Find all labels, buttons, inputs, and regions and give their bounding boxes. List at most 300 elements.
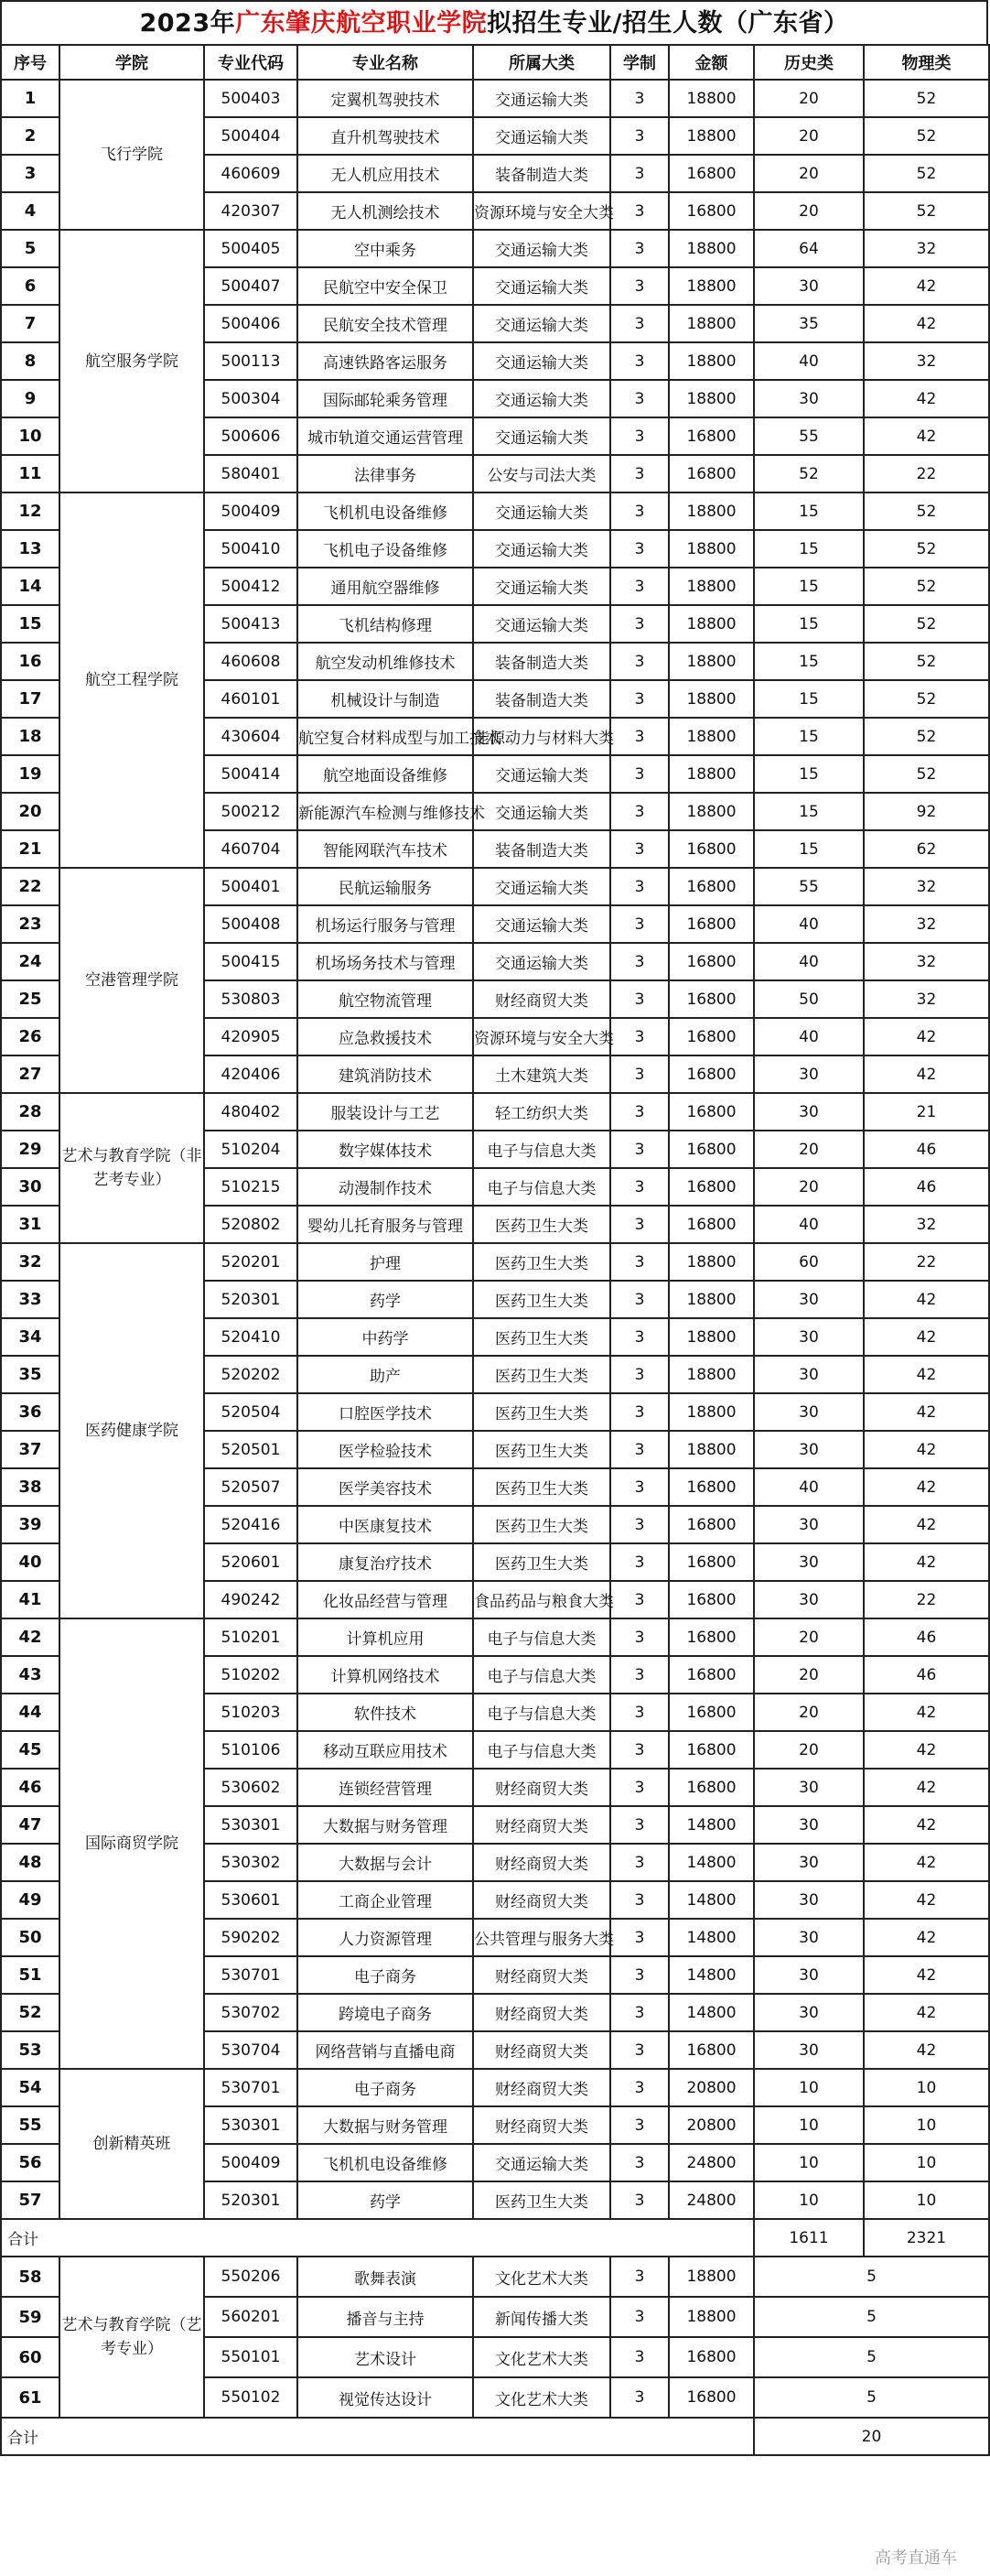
major-code: 510215 [204, 1168, 297, 1206]
major-category: 医药卫生大类 [473, 1431, 610, 1468]
major-code: 500113 [204, 342, 297, 380]
row-number: 39 [1, 1506, 59, 1543]
major-category: 电子与信息大类 [473, 1656, 610, 1694]
column-header: 学制 [610, 45, 669, 80]
tuition-fee: 16800 [669, 905, 754, 943]
row-number: 43 [1, 1656, 59, 1694]
history-quota: 30 [754, 1093, 864, 1131]
total-row [1, 2219, 989, 2257]
major-category: 医药卫生大类 [473, 1393, 610, 1431]
tuition-fee: 18800 [669, 117, 754, 155]
major-name: 大数据与财务管理 [297, 1806, 473, 1844]
major-name: 飞机机电设备维修 [297, 2144, 473, 2181]
physics-quota: 22 [864, 1581, 989, 1618]
physics-quota: 92 [864, 793, 989, 830]
physics-quota: 32 [864, 980, 989, 1018]
tuition-fee: 16800 [669, 1581, 754, 1618]
major-code: 520416 [204, 1506, 297, 1543]
page-title [0, 0, 988, 44]
major-name: 定翼机驾驶技术 [297, 80, 473, 117]
college-cell: 医药健康学院 [59, 1243, 204, 1618]
art-quota: 5 [754, 2257, 989, 2297]
physics-quota: 42 [864, 305, 989, 342]
college-cell: 空港管理学院 [59, 868, 204, 1093]
major-category: 医药卫生大类 [473, 2181, 610, 2219]
study-years: 3 [610, 1506, 669, 1543]
row-number: 11 [1, 455, 59, 492]
physics-quota: 32 [864, 1206, 989, 1243]
major-name: 跨境电子商务 [297, 1994, 473, 2031]
history-quota: 40 [754, 1206, 864, 1243]
row-number: 58 [1, 2257, 59, 2297]
major-name: 机场运行服务与管理 [297, 905, 473, 943]
study-years: 3 [610, 2069, 669, 2106]
major-name: 播音与主持 [297, 2297, 473, 2337]
study-years: 3 [610, 1431, 669, 1468]
tuition-fee: 18800 [669, 530, 754, 568]
major-name: 建筑消防技术 [297, 1055, 473, 1093]
row-number: 15 [1, 605, 59, 643]
major-code: 530702 [204, 1994, 297, 2031]
major-name: 无人机应用技术 [297, 155, 473, 192]
major-category: 交通运输大类 [473, 530, 610, 568]
physics-quota: 32 [864, 943, 989, 980]
major-code: 520301 [204, 2181, 297, 2219]
physics-quota: 52 [864, 643, 989, 680]
major-category: 交通运输大类 [473, 342, 610, 380]
major-category: 财经商贸大类 [473, 1806, 610, 1844]
major-code: 550206 [204, 2257, 297, 2297]
physics-quota: 42 [864, 1956, 989, 1994]
tuition-fee: 18800 [669, 568, 754, 605]
study-years: 3 [610, 568, 669, 605]
history-quota: 40 [754, 342, 864, 380]
row-number: 42 [1, 1618, 59, 1656]
history-quota: 30 [754, 1281, 864, 1318]
physics-quota: 42 [864, 1731, 989, 1769]
tuition-fee: 18800 [669, 492, 754, 530]
major-code: 510106 [204, 1731, 297, 1769]
tuition-fee: 14800 [669, 1956, 754, 1994]
row-number: 49 [1, 1881, 59, 1919]
major-code: 480402 [204, 1093, 297, 1131]
physics-quota: 52 [864, 718, 989, 755]
study-years: 3 [610, 605, 669, 643]
row-number: 3 [1, 155, 59, 192]
physics-quota: 21 [864, 1093, 989, 1131]
row-number: 33 [1, 1281, 59, 1318]
history-quota: 30 [754, 1919, 864, 1956]
major-name: 无人机测绘技术 [297, 192, 473, 230]
tuition-fee: 18800 [669, 230, 754, 267]
major-category: 医药卫生大类 [473, 1281, 610, 1318]
history-quota: 30 [754, 1431, 864, 1468]
major-name: 医学检验技术 [297, 1431, 473, 1468]
major-code: 530601 [204, 1881, 297, 1919]
tuition-fee: 16800 [669, 155, 754, 192]
study-years: 3 [610, 1694, 669, 1731]
row-number: 35 [1, 1356, 59, 1393]
college-cell: 航空工程学院 [59, 492, 204, 868]
tuition-fee: 18800 [669, 718, 754, 755]
major-name: 直升机驾驶技术 [297, 117, 473, 155]
tuition-fee: 16800 [669, 1618, 754, 1656]
row-number: 30 [1, 1168, 59, 1206]
history-quota: 20 [754, 1656, 864, 1694]
physics-quota: 42 [864, 1018, 989, 1055]
study-years: 3 [610, 1656, 669, 1694]
tuition-fee: 16800 [669, 2337, 754, 2377]
study-years: 3 [610, 455, 669, 492]
major-name: 大数据与财务管理 [297, 2106, 473, 2144]
major-code: 580401 [204, 455, 297, 492]
major-category: 新闻传播大类 [473, 2297, 610, 2337]
major-name: 药学 [297, 1281, 473, 1318]
major-category: 交通运输大类 [473, 905, 610, 943]
major-category: 财经商贸大类 [473, 2106, 610, 2144]
study-years: 3 [610, 830, 669, 868]
major-code: 500406 [204, 305, 297, 342]
major-category: 文化艺术大类 [473, 2257, 610, 2297]
major-category: 交通运输大类 [473, 305, 610, 342]
row-number: 1 [1, 80, 59, 117]
major-category: 交通运输大类 [473, 568, 610, 605]
row-number: 38 [1, 1468, 59, 1506]
physics-quota: 42 [864, 267, 989, 305]
row-number: 18 [1, 718, 59, 755]
major-category: 财经商贸大类 [473, 2031, 610, 2069]
tuition-fee: 18800 [669, 680, 754, 718]
physics-quota: 46 [864, 1168, 989, 1206]
row-number: 9 [1, 380, 59, 417]
history-quota: 15 [754, 605, 864, 643]
major-code: 520202 [204, 1356, 297, 1393]
major-code: 520802 [204, 1206, 297, 1243]
history-quota: 35 [754, 305, 864, 342]
study-years: 3 [610, 417, 669, 455]
major-code: 500408 [204, 905, 297, 943]
tuition-fee: 18800 [669, 643, 754, 680]
tuition-fee: 16800 [669, 2031, 754, 2069]
major-name: 歌舞表演 [297, 2257, 473, 2297]
total-art-quota: 20 [754, 2418, 989, 2455]
row-number: 14 [1, 568, 59, 605]
tuition-fee: 18800 [669, 755, 754, 793]
study-years: 3 [610, 1956, 669, 1994]
tuition-fee: 14800 [669, 1844, 754, 1881]
history-quota: 15 [754, 755, 864, 793]
tuition-fee: 20800 [669, 2106, 754, 2144]
study-years: 3 [610, 2257, 669, 2297]
history-quota: 15 [754, 830, 864, 868]
history-quota: 30 [754, 1769, 864, 1806]
major-code: 510204 [204, 1131, 297, 1168]
column-header: 历史类 [754, 45, 864, 80]
header-row [1, 45, 989, 80]
row-number: 2 [1, 117, 59, 155]
college-cell: 艺术与教育学院（非艺考专业） [59, 1093, 204, 1243]
physics-quota: 52 [864, 568, 989, 605]
study-years: 3 [610, 2106, 669, 2144]
physics-quota: 42 [864, 1694, 989, 1731]
study-years: 3 [610, 2377, 669, 2418]
study-years: 3 [610, 1994, 669, 2031]
major-code: 520504 [204, 1393, 297, 1431]
study-years: 3 [610, 1206, 669, 1243]
history-quota: 30 [754, 267, 864, 305]
row-number: 17 [1, 680, 59, 718]
history-quota: 40 [754, 943, 864, 980]
row-number: 53 [1, 2031, 59, 2069]
physics-quota: 46 [864, 1618, 989, 1656]
major-name: 国际邮轮乘务管理 [297, 380, 473, 417]
major-name: 助产 [297, 1356, 473, 1393]
study-years: 3 [610, 117, 669, 155]
physics-quota: 42 [864, 417, 989, 455]
title-prefix: 2023年 [139, 9, 236, 38]
art-quota: 5 [754, 2337, 989, 2377]
study-years: 3 [610, 1731, 669, 1769]
major-code: 500404 [204, 117, 297, 155]
major-category: 医药卫生大类 [473, 1506, 610, 1543]
major-name: 计算机网络技术 [297, 1656, 473, 1694]
row-number: 8 [1, 342, 59, 380]
tuition-fee: 18800 [669, 80, 754, 117]
history-quota: 20 [754, 1168, 864, 1206]
history-quota: 15 [754, 530, 864, 568]
study-years: 3 [610, 943, 669, 980]
major-name: 计算机应用 [297, 1618, 473, 1656]
major-category: 财经商贸大类 [473, 1769, 610, 1806]
study-years: 3 [610, 2337, 669, 2377]
study-years: 3 [610, 530, 669, 568]
study-years: 3 [610, 1281, 669, 1318]
row-number: 32 [1, 1243, 59, 1281]
tuition-fee: 16800 [669, 1468, 754, 1506]
college-cell: 艺术与教育学院（艺考专业） [59, 2257, 204, 2418]
tuition-fee: 16800 [669, 1206, 754, 1243]
history-quota: 30 [754, 1881, 864, 1919]
major-category: 装备制造大类 [473, 155, 610, 192]
history-quota: 30 [754, 1506, 864, 1543]
physics-quota: 42 [864, 380, 989, 417]
major-category: 财经商贸大类 [473, 1956, 610, 1994]
major-category: 财经商贸大类 [473, 1881, 610, 1919]
tuition-fee: 18800 [669, 1281, 754, 1318]
row-number: 16 [1, 643, 59, 680]
major-name: 医学美容技术 [297, 1468, 473, 1506]
major-name: 空中乘务 [297, 230, 473, 267]
physics-quota: 42 [864, 1881, 989, 1919]
row-number: 50 [1, 1919, 59, 1956]
tuition-fee: 18800 [669, 2257, 754, 2297]
major-category: 医药卫生大类 [473, 1543, 610, 1581]
study-years: 3 [610, 1018, 669, 1055]
history-quota: 30 [754, 1055, 864, 1093]
major-name: 移动互联应用技术 [297, 1731, 473, 1769]
major-code: 500412 [204, 568, 297, 605]
art-quota: 5 [754, 2377, 989, 2418]
major-name: 连锁经营管理 [297, 1769, 473, 1806]
major-name: 通用航空器维修 [297, 568, 473, 605]
history-quota: 20 [754, 1131, 864, 1168]
physics-quota: 10 [864, 2069, 989, 2106]
major-category: 电子与信息大类 [473, 1131, 610, 1168]
study-years: 3 [610, 2144, 669, 2181]
tuition-fee: 18800 [669, 380, 754, 417]
row-number: 6 [1, 267, 59, 305]
history-quota: 20 [754, 117, 864, 155]
major-category: 土木建筑大类 [473, 1055, 610, 1093]
major-category: 医药卫生大类 [473, 1206, 610, 1243]
major-code: 520601 [204, 1543, 297, 1581]
tuition-fee: 14800 [669, 1919, 754, 1956]
major-code: 530701 [204, 2069, 297, 2106]
physics-quota: 42 [864, 1769, 989, 1806]
study-years: 3 [610, 2297, 669, 2337]
column-header: 物理类 [864, 45, 989, 80]
physics-quota: 32 [864, 342, 989, 380]
tuition-fee: 20800 [669, 2069, 754, 2106]
table-row [1, 2069, 989, 2106]
physics-quota: 52 [864, 680, 989, 718]
major-category: 交通运输大类 [473, 267, 610, 305]
physics-quota: 42 [864, 1468, 989, 1506]
row-number: 47 [1, 1806, 59, 1844]
history-quota: 15 [754, 492, 864, 530]
major-name: 飞机机电设备维修 [297, 492, 473, 530]
physics-quota: 52 [864, 80, 989, 117]
major-code: 520201 [204, 1243, 297, 1281]
tuition-fee: 16800 [669, 1018, 754, 1055]
major-code: 420307 [204, 192, 297, 230]
tuition-fee: 16800 [669, 1656, 754, 1694]
major-name: 城市轨道交通运营管理 [297, 417, 473, 455]
row-number: 23 [1, 905, 59, 943]
major-code: 500403 [204, 80, 297, 117]
major-name: 动漫制作技术 [297, 1168, 473, 1206]
art-quota: 5 [754, 2297, 989, 2337]
major-code: 430604 [204, 718, 297, 755]
table-row [1, 1618, 989, 1656]
tuition-fee: 16800 [669, 1731, 754, 1769]
history-quota: 55 [754, 417, 864, 455]
study-years: 3 [610, 755, 669, 793]
tuition-fee: 18800 [669, 1243, 754, 1281]
major-category: 财经商贸大类 [473, 1844, 610, 1881]
major-name: 机场场务技术与管理 [297, 943, 473, 980]
tuition-fee: 14800 [669, 1881, 754, 1919]
college-cell: 飞行学院 [59, 80, 204, 230]
college-cell: 国际商贸学院 [59, 1618, 204, 2069]
major-category: 交通运输大类 [473, 2144, 610, 2181]
major-category: 资源环境与安全大类 [473, 192, 610, 230]
major-code: 500414 [204, 755, 297, 793]
study-years: 3 [610, 1881, 669, 1919]
history-quota: 30 [754, 1806, 864, 1844]
history-quota: 30 [754, 1318, 864, 1356]
major-name: 大数据与会计 [297, 1844, 473, 1881]
physics-quota: 32 [864, 905, 989, 943]
major-name: 药学 [297, 2181, 473, 2219]
study-years: 3 [610, 1618, 669, 1656]
tuition-fee: 18800 [669, 2297, 754, 2337]
row-number: 56 [1, 2144, 59, 2181]
history-quota: 15 [754, 568, 864, 605]
row-number: 59 [1, 2297, 59, 2337]
major-category: 电子与信息大类 [473, 1731, 610, 1769]
college-cell: 航空服务学院 [59, 230, 204, 492]
major-category: 财经商贸大类 [473, 1994, 610, 2031]
major-category: 财经商贸大类 [473, 2069, 610, 2106]
row-number: 57 [1, 2181, 59, 2219]
study-years: 3 [610, 342, 669, 380]
history-quota: 20 [754, 1731, 864, 1769]
major-category: 医药卫生大类 [473, 1356, 610, 1393]
history-quota: 52 [754, 455, 864, 492]
major-category: 交通运输大类 [473, 943, 610, 980]
major-category: 交通运输大类 [473, 230, 610, 267]
major-category: 能源动力与材料大类 [473, 718, 610, 755]
history-quota: 15 [754, 680, 864, 718]
major-name: 人力资源管理 [297, 1919, 473, 1956]
row-number: 41 [1, 1581, 59, 1618]
history-quota: 15 [754, 718, 864, 755]
table-row [1, 1243, 989, 1281]
physics-quota: 46 [864, 1656, 989, 1694]
physics-quota: 42 [864, 1055, 989, 1093]
major-category: 文化艺术大类 [473, 2337, 610, 2377]
major-name: 高速铁路客运服务 [297, 342, 473, 380]
tuition-fee: 18800 [669, 605, 754, 643]
major-name: 飞机结构修理 [297, 605, 473, 643]
study-years: 3 [610, 793, 669, 830]
row-number: 34 [1, 1318, 59, 1356]
physics-quota: 52 [864, 117, 989, 155]
row-number: 4 [1, 192, 59, 230]
study-years: 3 [610, 680, 669, 718]
study-years: 3 [610, 1769, 669, 1806]
major-name: 视觉传达设计 [297, 2377, 473, 2418]
major-code: 510202 [204, 1656, 297, 1694]
major-category: 食品药品与粮食大类 [473, 1581, 610, 1618]
major-category: 医药卫生大类 [473, 1318, 610, 1356]
row-number: 10 [1, 417, 59, 455]
physics-quota: 32 [864, 868, 989, 905]
major-category: 交通运输大类 [473, 868, 610, 905]
major-category: 医药卫生大类 [473, 1243, 610, 1281]
history-quota: 30 [754, 1994, 864, 2031]
physics-quota: 42 [864, 1431, 989, 1468]
study-years: 3 [610, 2181, 669, 2219]
study-years: 3 [610, 1806, 669, 1844]
history-quota: 55 [754, 868, 864, 905]
major-code: 500401 [204, 868, 297, 905]
table-row [1, 230, 989, 267]
physics-quota: 42 [864, 1919, 989, 1956]
study-years: 3 [610, 305, 669, 342]
row-number: 13 [1, 530, 59, 568]
physics-quota: 42 [864, 1994, 989, 2031]
study-years: 3 [610, 980, 669, 1018]
column-header: 学院 [59, 45, 204, 80]
total-label: 合计 [1, 2418, 754, 2455]
physics-quota: 42 [864, 1543, 989, 1581]
tuition-fee: 16800 [669, 1093, 754, 1131]
major-code: 500407 [204, 267, 297, 305]
physics-quota: 52 [864, 492, 989, 530]
row-number: 37 [1, 1431, 59, 1468]
